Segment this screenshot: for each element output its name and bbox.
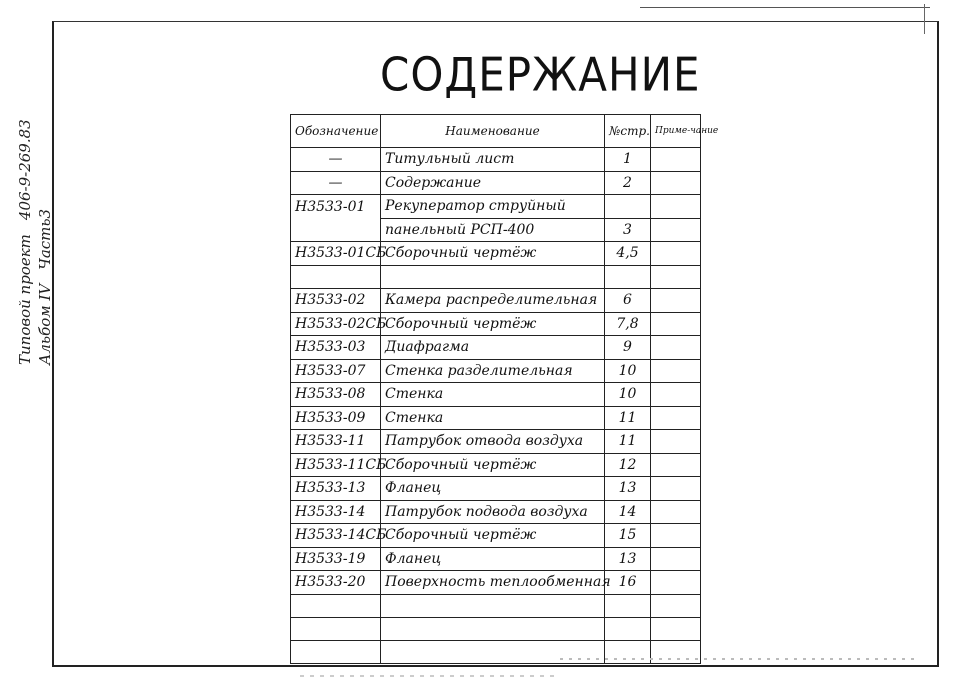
side-project-label: Типовой проект [16,234,34,365]
table-row [291,430,701,454]
table-row [291,406,701,430]
row-name: Патрубок отвода воздуха [381,430,605,454]
table-row [291,359,701,383]
row-name: Стенка [381,383,605,407]
row-code: Н3533-01 [291,195,381,219]
row-page: 11 [605,406,651,430]
row-page: 14 [605,500,651,524]
row-name [381,265,605,289]
row-note [651,500,701,524]
row-page [605,265,651,289]
row-code: Н3533-08 [291,383,381,407]
row-note [651,312,701,336]
table-header-row [291,115,701,148]
row-name: Фланец [381,477,605,501]
row-code [291,265,381,289]
row-note [651,148,701,172]
table-row [291,148,701,172]
row-name: Стенка разделительная [381,359,605,383]
row-name: Сборочный чертёж [381,312,605,336]
row-note [651,547,701,571]
row-name: Диафрагма [381,336,605,360]
row-page: 12 [605,453,651,477]
row-name: Камера распределительная [381,289,605,313]
row-page: 16 [605,571,651,595]
row-code: Н3533-14 [291,500,381,524]
row-code: Н3533-19 [291,547,381,571]
row-page: 2 [605,171,651,195]
row-page: 15 [605,524,651,548]
side-label-project [16,119,34,365]
table-row [291,500,701,524]
row-page: 6 [605,289,651,313]
row-name: Стенка [381,406,605,430]
row-code: — [291,148,381,172]
row-note [651,289,701,313]
row-note [651,383,701,407]
row-page: 10 [605,383,651,407]
row-note [651,571,701,595]
corner-mark [924,4,925,34]
row-name: Титульный лист [381,148,605,172]
side-part-label: Часть3 [36,208,54,270]
header-code: Обозначение [291,115,381,148]
row-name: Поверхность теплообменная [381,571,605,595]
scan-artifact [300,675,560,677]
row-name: Сборочный чертёж [381,524,605,548]
header-note: Приме-чание [651,115,701,148]
row-note [651,195,701,219]
table-row [291,477,701,501]
row-code: Н3533-20 [291,571,381,595]
row-note [651,242,701,266]
table-row [291,571,701,595]
row-page: 9 [605,336,651,360]
table-row [291,242,701,266]
side-label-album [36,209,54,365]
row-note [651,453,701,477]
row-page: 13 [605,547,651,571]
table-row [291,453,701,477]
row-code: Н3533-01СБ [291,242,381,266]
row-name: Сборочный чертёж [381,242,605,266]
table-row [291,289,701,313]
header-name: Наименование [381,115,605,148]
row-code: Н3533-11СБ [291,453,381,477]
row-note [651,171,701,195]
row-page: 3 [605,218,651,242]
row-page: 7,8 [605,312,651,336]
row-code: — [291,171,381,195]
row-code: Н3533-02СБ [291,312,381,336]
table-row [291,336,701,360]
row-note [651,336,701,360]
row-name: Рекуператор струйный [381,195,605,219]
row-note [651,524,701,548]
side-project-number: 406-9-269.83 [16,119,34,221]
table-row [291,547,701,571]
row-code: Н3533-02 [291,289,381,313]
row-code: Н3533-13 [291,477,381,501]
row-note [651,359,701,383]
row-note [651,406,701,430]
table-row-faded [291,265,701,289]
row-code: Н3533-09 [291,406,381,430]
table-row [291,195,701,219]
table-row [291,312,701,336]
row-name: Сборочный чертёж [381,453,605,477]
page-title: СОДЕРЖАНИЕ [380,47,701,102]
table-row-empty [291,617,701,640]
table-row [291,171,701,195]
row-page: 1 [605,148,651,172]
row-page: 4,5 [605,242,651,266]
row-code: Н3533-11 [291,430,381,454]
row-name: Фланец [381,547,605,571]
row-code: Н3533-07 [291,359,381,383]
row-page [605,195,651,219]
table-row [291,524,701,548]
table-row-empty [291,594,701,617]
row-code [291,218,381,242]
row-code: Н3533-14СБ [291,524,381,548]
frame-top-mark [640,7,930,8]
row-page: 11 [605,430,651,454]
header-page: №стр. [605,115,651,148]
row-code: Н3533-03 [291,336,381,360]
row-note [651,430,701,454]
row-page: 13 [605,477,651,501]
row-page: 10 [605,359,651,383]
row-note [651,218,701,242]
table-row [291,218,701,242]
table-row [291,383,701,407]
row-note [651,265,701,289]
row-note [651,477,701,501]
row-name: Содержание [381,171,605,195]
row-name: панельный РСП-400 [381,218,605,242]
scan-artifact [560,658,920,660]
row-name: Патрубок подвода воздуха [381,500,605,524]
side-album-label: Альбом IV [36,283,54,365]
contents-table [290,114,719,664]
